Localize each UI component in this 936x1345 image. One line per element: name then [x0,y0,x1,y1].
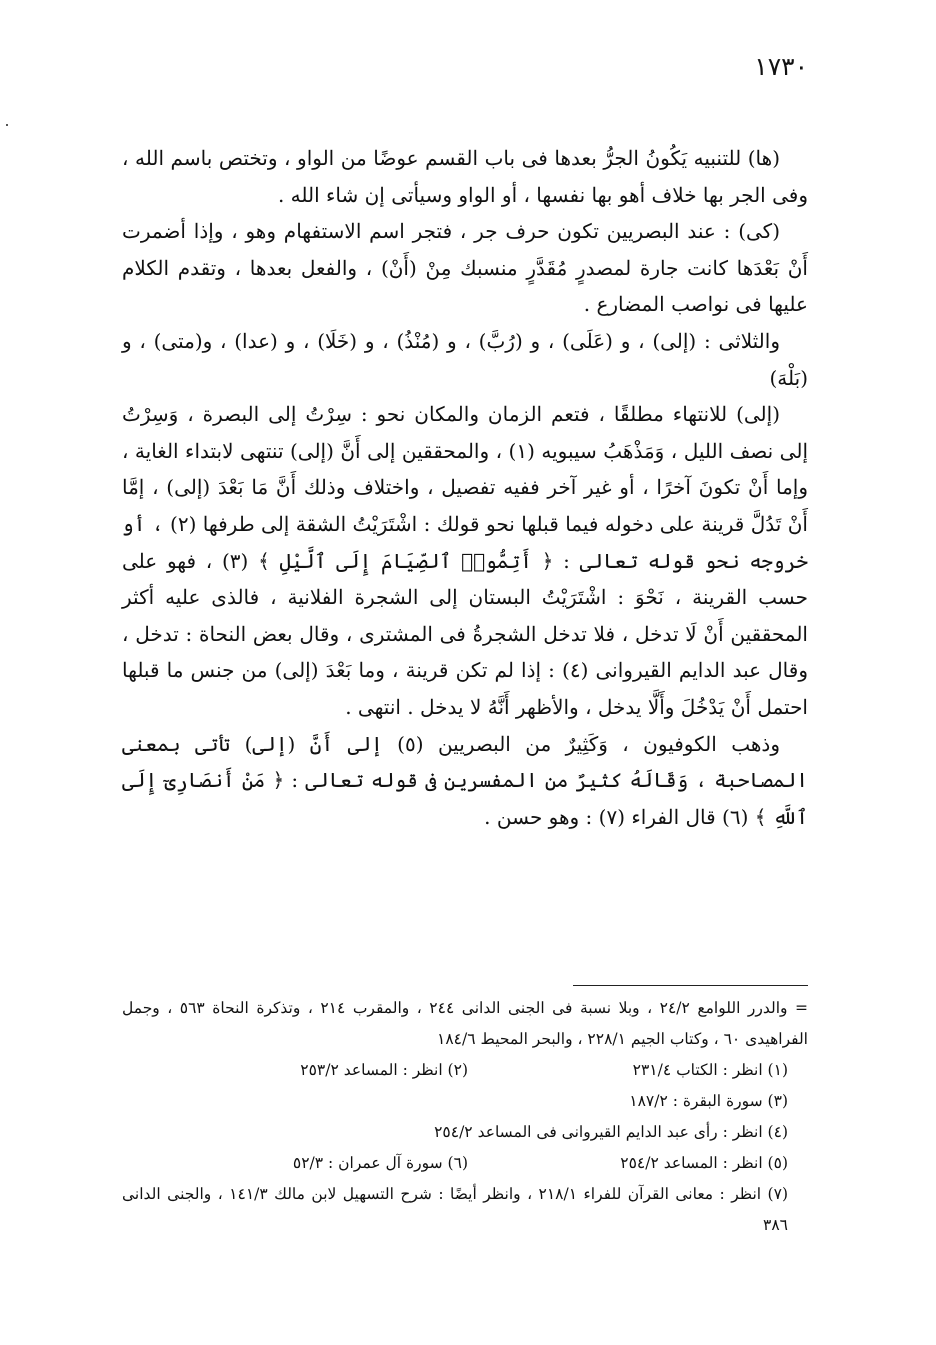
paragraph-trilateral-list: والثلاثى : (إلى) ، و (عَلَى) ، و (رُبَّ) ، و (مُنْذُ) ، و (خَلَا) ، و (عدا) ، و(متى) ، و (بَلْهَ) [122,328,808,390]
footnote-separator [573,985,808,986]
footnote-5: (٥) انظر : المساعد ٢٥٤/٢ [620,1154,788,1172]
page-number: ١٧٣٠ [754,52,808,81]
paragraph-kay: (كى) : عند البصريين تكون حرف جر ، فتجر اسم الاستفهام وهو ، وإذا أضمرت أَنْ بَعْدَها كانت جارة لمصدرٍ مُقَدَّرٍ منسبك مِنْ (أَنْ) ، والفعل بعدها ، وتقدم الكلام عليها فى نواصب المضارع . [122,219,808,317]
footnote-4: (٤) انظر : رأى عبد الدايم القيروانى فى المساعد ٢٥٤/٢ [434,1123,788,1141]
footnote-row [122,1055,808,1086]
paragraph-ha: (ها) للتنبيه يَكُونُ الجرُّ بعدها فى باب القسم عوضًا من الواو ، وتختص باسم الله ، وفى الجر بها خلاف أهو بها نفسها ، أو الواو وسيأتى إن شاء الله . [122,146,808,207]
paragraph-ila: (إلى) للانتهاء مطلقًا ، فتعم الزمان والمكان نحو : سِرْتُ إلى البصرة ، وَسِرْتُ إلى نصف الليل ، وَمَذْهَبُ سيبويه (١) ، والمحققين إلى أَنَّ (إلى) تنتهى لابتداء الغاية ، وإما أَنْ تكونَ آخرًا ، أو غير آخر ففيه تفصيل ، واختلاف وذلك أَنَّ مَا بَعْدَ (إلى) ، إمَّا أَنْ تَدُلَّ قرينة على دخوله فيما قبلها نحو قولك : اشْتَرَيْتُ الشقة إلى طرفها (٢) ، أو خروجه نحو قوله تعالى : ﴿ أَتِمُّوا۟ ٱلصِّيَامَ إِلَى ٱلَّيْلِ ﴾ (٣) ، فهو على حسب القرينة ، نَحْوَ : اشْتَرَيْتُ البستان إلى الشجرة الفلانية ، فالذى عليه أكثر المحققين أَنْ لَا تدخل ، فلا تدخل الشجرةُ فى المشترى ، وقال بعض النحاة : تدخل ، وقال عبد الدايم القيروانى (٤) : إذا لم تكن قرينة ، وما بَعْدَ (إلى) من جنس ما قبلها احتمل أَنْ يَدْخُلَ وأَلَّا يدخل ، والأظهر أَنَّهُ لا يدخل . انتهى . [122,402,809,719]
footnote-1: (١) انظر : الكتاب ٢٣١/٤ [632,1061,788,1079]
footnote-continuation: = والدرر اللوامع ٢٤/٢ ، وبلا نسبة فى الجنى الدانى ٢٤٤ ، والمقرب ٢١٤ ، وتذكرة النحاة ٥٦٣ ، وجمل الفراهيدى ٦٠ ، وكتاب الجيم ٢٢٨/١ ، والبحر المحيط ١٨٤/٦ [122,999,809,1048]
footnote-6: (٦) سورة آل عمران : ٥٢/٣ [292,1154,468,1172]
footnotes [122,993,808,1241]
footnote-3: (٣) سورة البقرة : ١٨٧/٢ [629,1092,788,1110]
scan-speck [6,124,8,126]
footnote-7: (٧) انظر : معانى القرآن للفراء ٢١٨/١ ، وانظر أيضًا : شرح التسهيل لابن مالك ١٤١/٣ ، والجنى الدانى ٣٨٦ [122,1185,788,1234]
main-text [122,140,808,835]
footnote-row [122,1148,808,1179]
paragraph-kufans: وذهب الكوفيون ، وَكَثِيرٌ من البصريين (٥) إلى أَنَّ (إلى) تأتى بمعنى المصاحبة ، وَقَالَهُ كثيرٌ من المفسرين فى قوله تعالى : ﴿ مَنْ أَنصَارِىٓ إِلَى ٱللَّهِ ﴾ (٦) قال الفراء (٧) : وهو حسن . [122,731,808,829]
footnote-2: (٢) انظر : المساعد ٢٥٣/٢ [300,1061,468,1079]
